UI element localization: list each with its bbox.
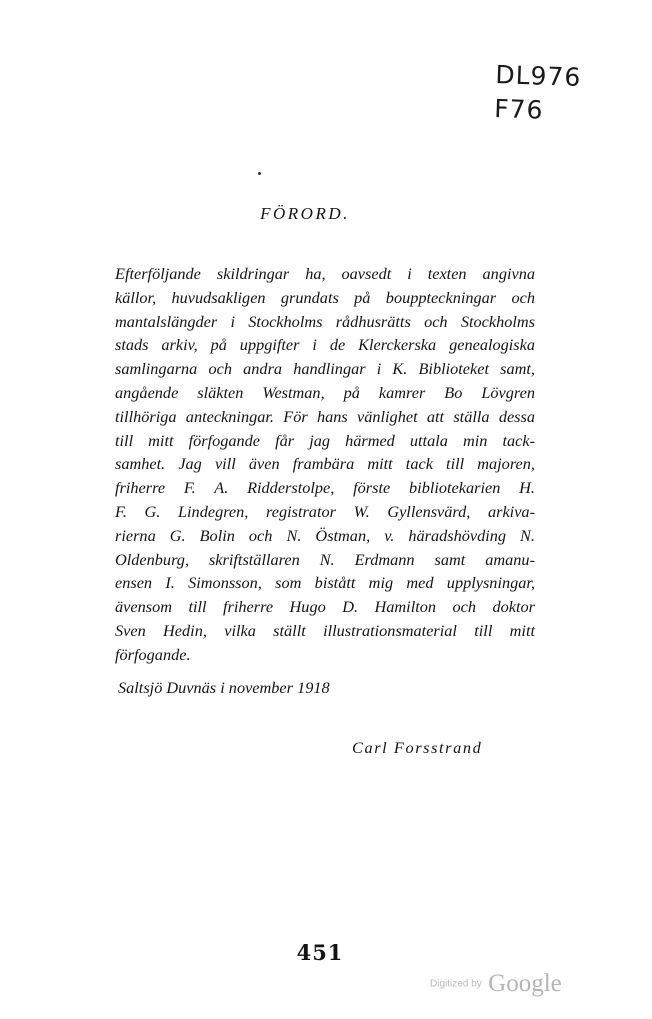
body-line: Oldenburg, skriftställaren N. Erdmann samt amanu- (115, 549, 535, 569)
page-number: 451 (296, 940, 344, 965)
body-line: ensen I. Simonsson, som bistått mig med upplysningar, (115, 573, 535, 593)
body-line: rierna G. Bolin och N. Östman, v. häradshövding N. (115, 525, 535, 545)
shelfmark-line-2: F76 (493, 93, 544, 125)
body-line: stads arkiv, på uppgifter i de Klerckerska genealogiska (115, 335, 535, 355)
body-line: till mitt förfogande får jag härmed uttala min tack- (115, 430, 535, 450)
watermark-prefix: Digitized by (430, 978, 482, 990)
body-line: samlingarna och andra handlingar i K. Biblioteket samt, (115, 359, 535, 379)
body-line: F. G. Lindegren, registrator W. Gyllensvärd, arkiva- (115, 501, 535, 521)
body-line: förfogande. (115, 644, 191, 664)
body-line: tillhöriga anteckningar. För hans vänlighet att ställa dessa (115, 406, 535, 426)
body-line: friherre F. A. Ridderstolpe, förste bibliotekarien H. (115, 478, 535, 498)
handwritten-shelfmark (494, 58, 582, 129)
body-line: mantalslängder i Stockholms rådhusrätts och Stockholms (115, 311, 535, 331)
preface-body (115, 262, 535, 667)
stray-ink-dot (258, 172, 261, 175)
body-line: samhet. Jag vill även frambära mitt tack till majoren, (115, 454, 535, 474)
body-line: Sven Hedin, vilka ställt illustrationsmaterial till mitt (115, 620, 535, 640)
body-line: Efterföljande skildringar ha, oavsedt i texten angivna (115, 264, 535, 283)
author-signature: Carl Forsstrand (352, 738, 483, 757)
digitization-watermark (430, 970, 562, 998)
body-line: angående släkten Westman, på kamrer Bo Lövgren (115, 382, 535, 402)
watermark-logo: Google (488, 970, 562, 997)
shelfmark-line-1: DL976 (494, 59, 582, 92)
body-line: källor, huvudsakligen grundats på bouppteckningar och (115, 287, 535, 307)
dateline: Saltsjö Duvnäs i november 1918 (118, 678, 330, 697)
body-line: ävensom till friherre Hugo D. Hamilton och doktor (115, 597, 535, 617)
page-title: FÖRORD. (260, 204, 350, 223)
